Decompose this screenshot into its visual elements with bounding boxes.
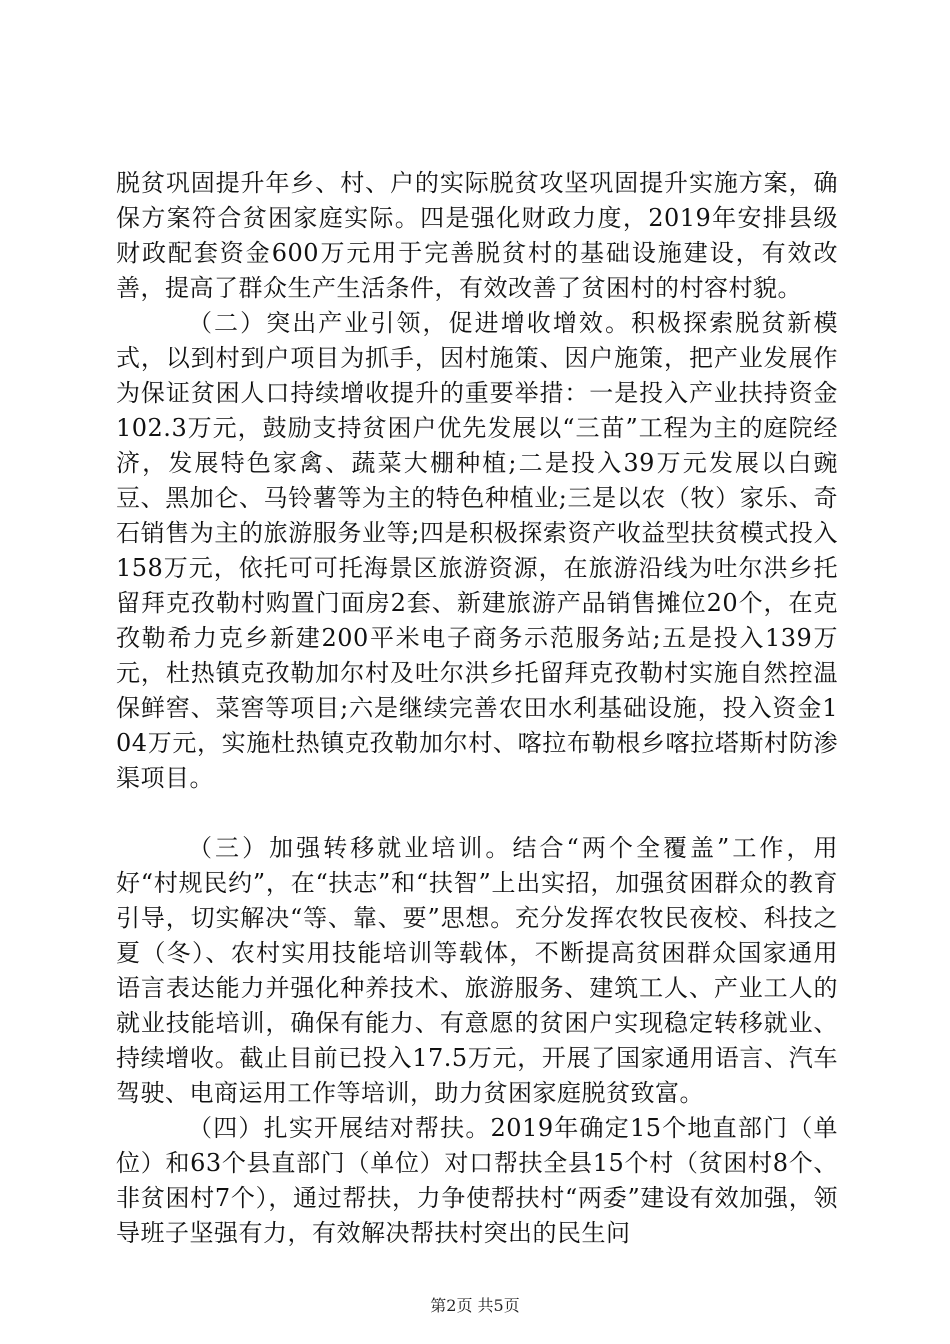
document-body [116,166,838,1251]
page-number-footer: 第2页 共5页 [430,1296,520,1315]
paragraph-paired-assistance: （四）扎实开展结对帮扶。2019年确定15个地直部门（单位）和63个县直部门（单位）对口帮扶全县15个村（贫困村8个、非贫困村7个），通过帮扶，力争使帮扶村“两委”建设有效加强，领导班子坚强有力，有效解决帮扶村突出的民生问 [116,1114,838,1247]
paragraph-employment-training: （三）加强转移就业培训。结合“两个全覆盖”工作，用好“村规民约”，在“扶志”和“扶智”上出实招，加强贫困群众的教育引导，切实解决“等、靠、要”思想。充分发挥农牧民夜校、科技之夏（冬）、农村实用技能培训等载体，不断提高贫困群众国家通用语言表达能力并强化种养技术、旅游服务、建筑工人、产业工人的就业技能培训，确保有能力、有意愿的贫困户实现稳定转移就业、持续增收。截止目前已投入17.5万元，开展了国家通用语言、汽车驾驶、电商运用工作等培训，助力贫困家庭脱贫致富。 [116,834,838,1107]
paragraph-continuation: 脱贫巩固提升年乡、村、户的实际脱贫攻坚巩固提升实施方案，确保方案符合贫困家庭实际。四是强化财政力度，2019年安排县级财政配套资金600万元用于完善脱贫村的基础设施建设，有效改善，提高了群众生产生活条件，有效改善了贫困村的村容村貌。 [116,169,838,302]
paragraph-industry-leading: （二）突出产业引领，促进增收增效。积极探索脱贫新模式，以到村到户项目为抓手，因村施策、因户施策，把产业发展作为保证贫困人口持续增收提升的重要举措：一是投入产业扶持资金102.3万元，鼓励支持贫困户优先发展以“三苗”工程为主的庭院经济，发展特色家禽、蔬菜大棚种植;二是投入39万元发展以白豌豆、黑加仑、马铃薯等为主的特色种植业;三是以农（牧）家乐、奇石销售为主的旅游服务业等;四是积极探索资产收益型扶贫模式投入158万元，依托可可托海景区旅游资源，在旅游沿线为吐尔洪乡托留拜克孜勒村购置门面房2套、新建旅游产品销售摊位20个，在克孜勒希力克乡新建200平米电子商务示范服务站;五是投入139万元，杜热镇克孜勒加尔村及吐尔洪乡托留拜克孜勒村实施自然控温保鲜窖、菜窖等项目;六是继续完善农田水利基础设施，投入资金104万元，实施杜热镇克孜勒加尔村、喀拉布勒根乡喀拉塔斯村防渗渠项目。 [116,309,838,792]
